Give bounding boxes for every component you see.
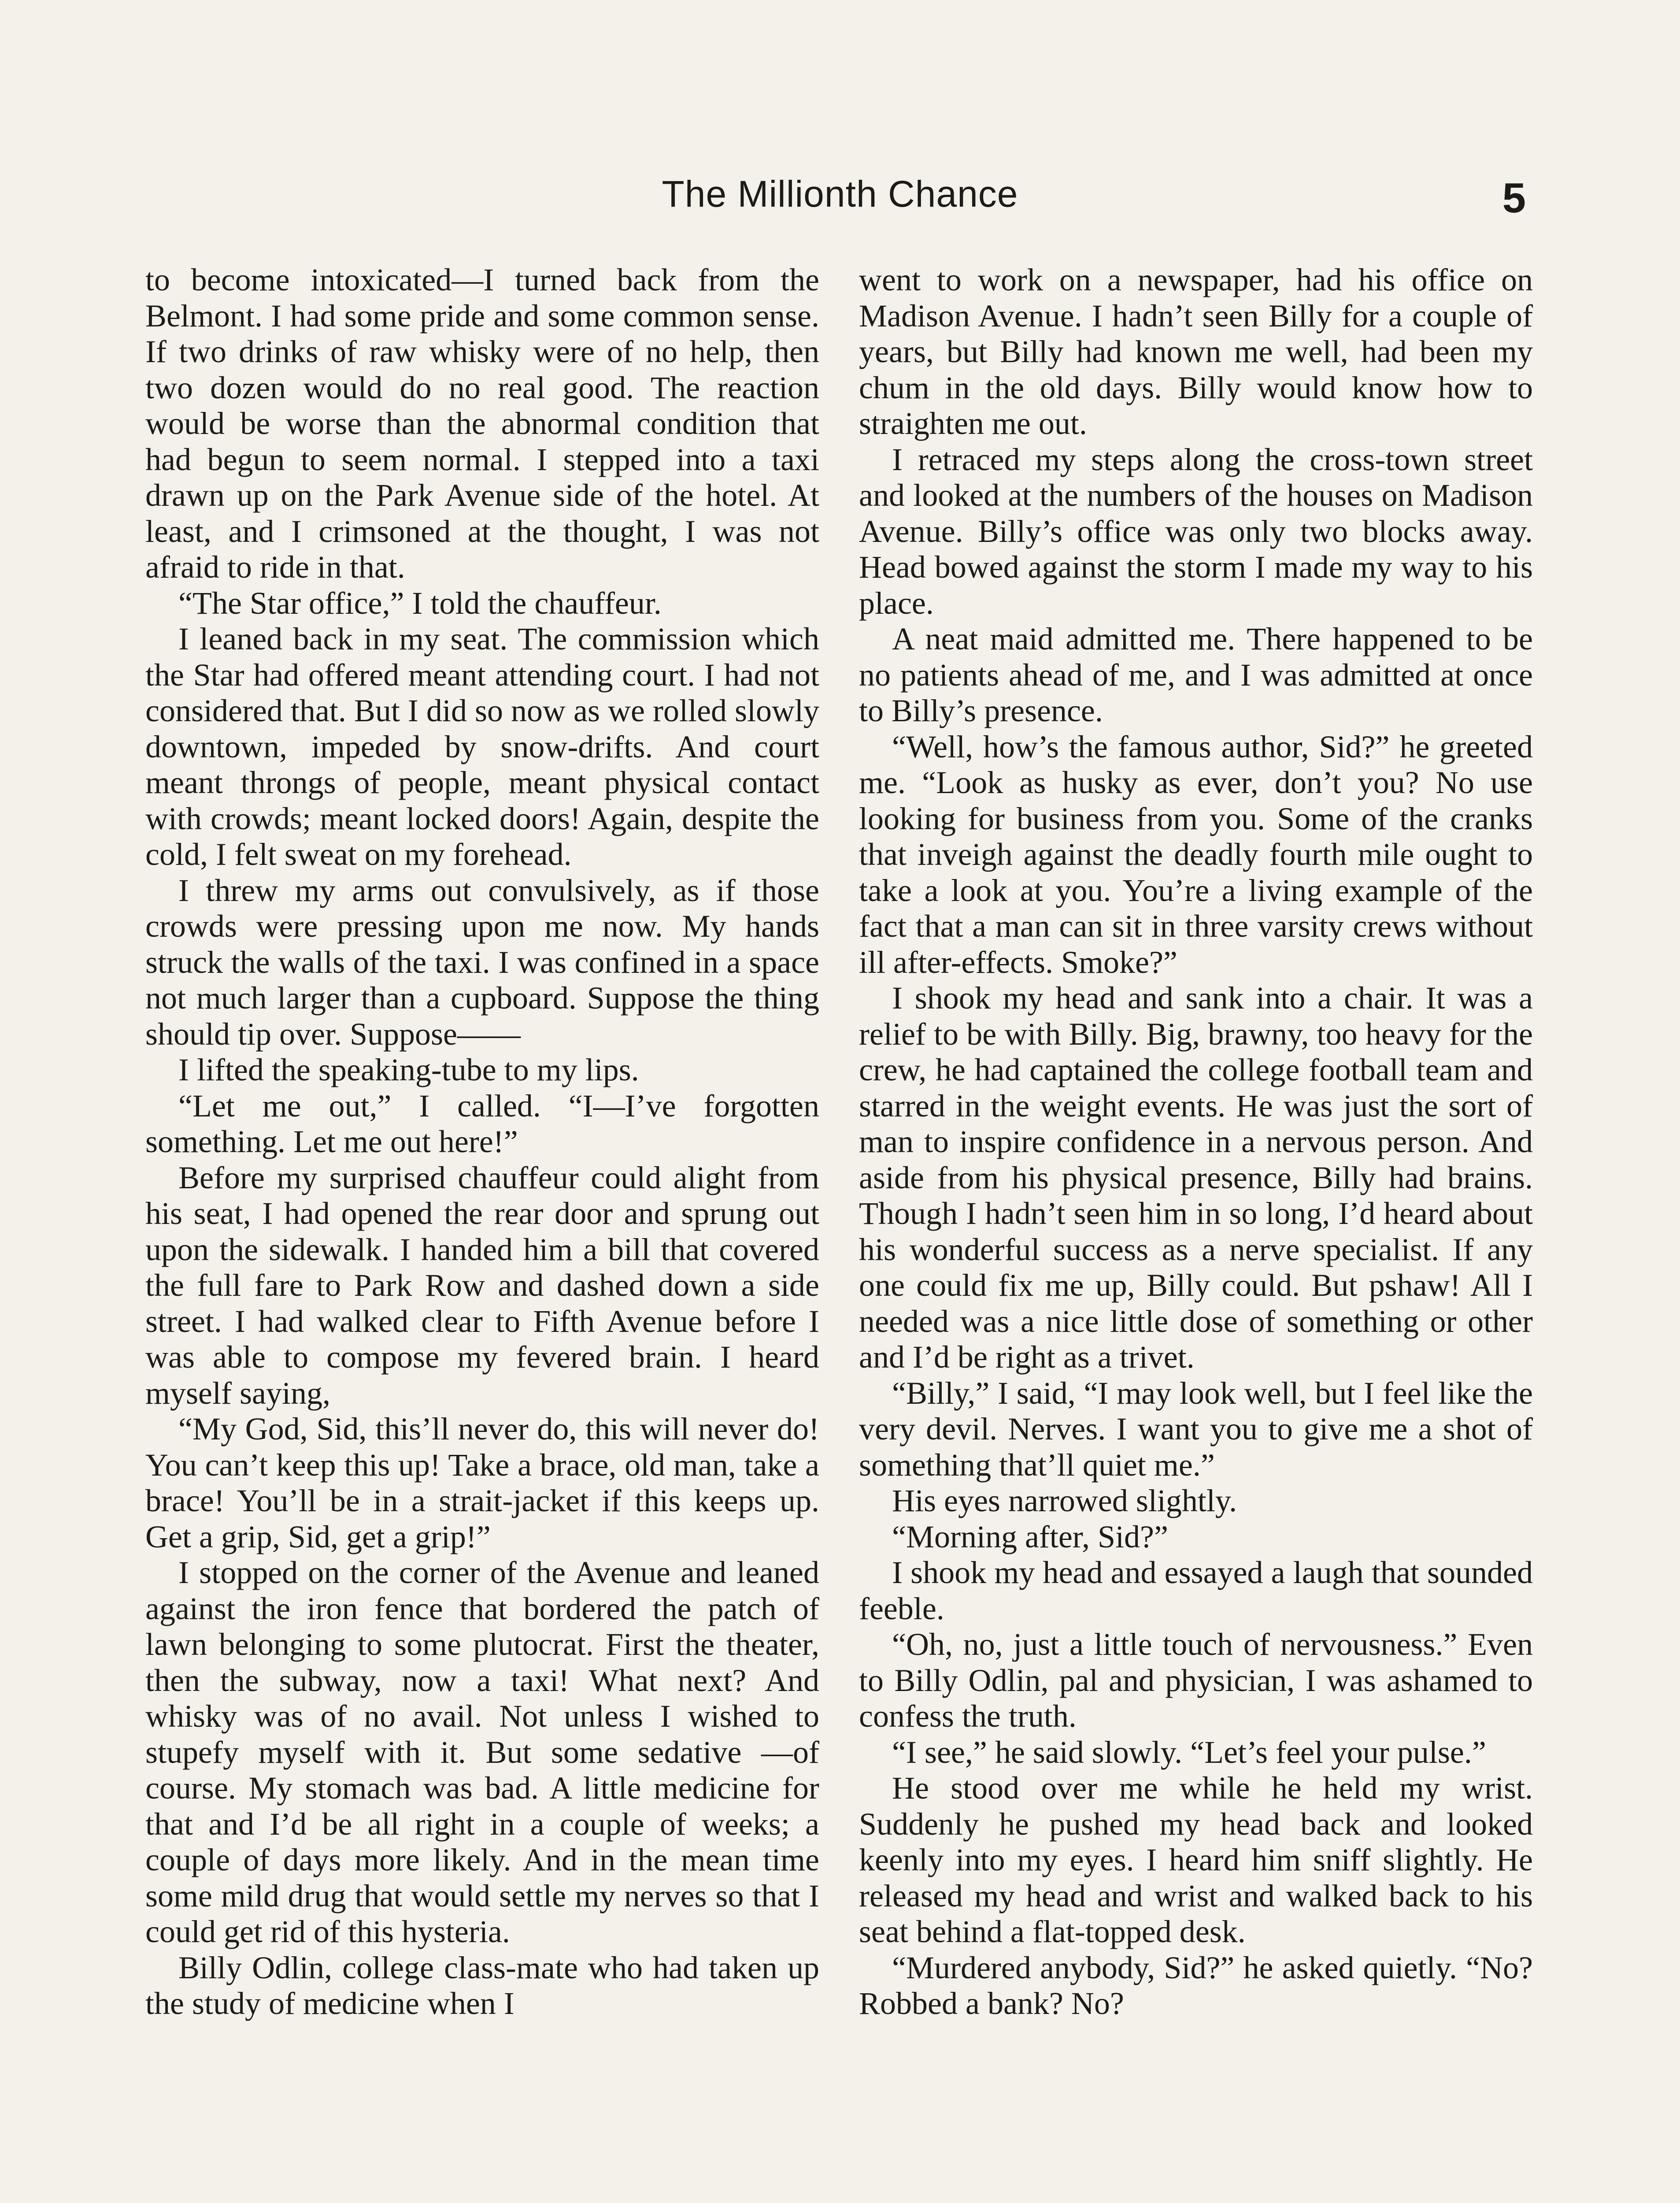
paragraph: “Morning after, Sid?” xyxy=(892,1519,1168,1554)
paragraph: I lifted the speaking-tube to my lips. xyxy=(178,1052,639,1087)
paragraph: went to work on a newspaper, had his office on Madison Avenue. I hadn’t seen Billy for a couple of years, but Billy had known me well, had been my chum in the old days. Billy would know how to straighten me out. xyxy=(859,262,1533,441)
paragraph: “Oh, no, just a little touch of nervousness.” Even to Billy Odlin, pal and physician, I was ashamed to confess the truth. xyxy=(859,1627,1533,1734)
paragraph: I shook my head and essayed a laugh that sounded feeble. xyxy=(859,1555,1533,1626)
paragraph: I stopped on the corner of the Avenue and leaned against the iron fence that bordered the patch of lawn belonging to some plutocrat. First the theater, then the subway, now a taxi! What next? And whisky was of no avail. Not unless I wished to stupefy myself with it. But some sedative —of course. My stomach was bad. A little medicine for that and I’d be all right in a couple of weeks; a couple of days more likely. And in the mean time some mild drug that would settle my nerves so that I could get rid of this hysteria. xyxy=(145,1555,819,1949)
right-column xyxy=(859,262,1533,2203)
paragraph: Billy Odlin, college class-mate who had taken up the study of medicine when I xyxy=(145,1950,819,2021)
paragraph: Before my surprised chauffeur could alight from his seat, I had opened the rear door and sprung out upon the sidewalk. I handed him a bill that covered the full fare to Park Row and dashed down a side street. I had walked clear to Fifth Avenue before I was able to compose my fevered brain. I heard myself saying, xyxy=(145,1160,819,1411)
paragraph: I retraced my steps along the cross-town street and looked at the numbers of the houses on Madison Avenue. Billy’s office was only two blocks away. Head bowed against the storm I made my way to his place. xyxy=(859,441,1533,621)
paragraph: “The Star office,” I told the chauffeur. xyxy=(178,585,662,621)
paragraph: to become intoxicated—I turned back from the Belmont. I had some pride and some common sense. If two drinks of raw whisky were of no help, then two dozen would do no real good. The reaction would be worse than the abnormal condition that had begun to seem normal. I stepped into a taxi drawn up on the Park Avenue side of the hotel. At least, and I crimsoned at the thought, I was not afraid to ride in that. xyxy=(145,262,819,585)
paragraph: His eyes narrowed slightly. xyxy=(892,1483,1237,1518)
paragraph: I shook my head and sank into a chair. It was a relief to be with Billy. Big, brawny, too heavy for the crew, he had captained the college football team and starred in the weight events. He was just the sort of man to inspire confidence in a nervous person. And aside from his physical presence, Billy had brains. Though I hadn’t seen him in so long, I’d heard about his wonderful success as a nerve specialist. If any one could fix me up, Billy could. But pshaw! All I needed was a nice little dose of something or other and I’d be right as a trivet. xyxy=(859,980,1533,1375)
left-column xyxy=(145,262,819,2203)
paragraph: “I see,” he said slowly. “Let’s feel your pulse.” xyxy=(892,1734,1486,1770)
paragraph: “Well, how’s the famous author, Sid?” he greeted me. “Look as husky as ever, don’t you? No use looking for business from you. Some of the cranks that inveigh against the deadly fourth mile ought to take a look at you. You’re a living example of the fact that a man can sit in three varsity crews without ill after-effects. Smoke?” xyxy=(859,729,1533,980)
paragraph: He stood over me while he held my wrist. Suddenly he pushed my head back and looked keenly into my eyes. I heard him sniff slightly. He released my head and wrist and walked back to his seat behind a flat-topped desk. xyxy=(859,1770,1533,1949)
paragraph: I threw my arms out convulsively, as if those crowds were pressing upon me now. My hands struck the walls of the taxi. I was confined in a space not much larger than a cupboard. Suppose the thing should tip over. Suppose—— xyxy=(145,872,819,1052)
paragraph: “Let me out,” I called. “I—I’ve forgotten something. Let me out here!” xyxy=(145,1088,819,1159)
running-title: The Millionth Chance xyxy=(662,173,1018,215)
page-header xyxy=(0,167,1680,238)
paragraph: I leaned back in my seat. The commission which the Star had offered meant attending court. I had not considered that. But I did so now as we rolled slowly downtown, impeded by snow-drifts. And court meant throngs of people, meant physical contact with crowds; meant locked doors! Again, despite the cold, I felt sweat on my forehead. xyxy=(145,621,819,872)
paragraph: “Murdered anybody, Sid?” he asked quietly. “No? Robbed a bank? No? xyxy=(859,1950,1533,2021)
paragraph: A neat maid admitted me. There happened to be no patients ahead of me, and I was admitted at once to Billy’s presence. xyxy=(859,621,1533,728)
page-number: 5 xyxy=(1502,174,1526,222)
paragraph: “Billy,” I said, “I may look well, but I feel like the very devil. Nerves. I want you to give me a shot of something that’ll quiet me.” xyxy=(859,1375,1533,1483)
paragraph: “My God, Sid, this’ll never do, this will never do! You can’t keep this up! Take a brace, old man, take a brace! You’ll be in a strait-jacket if this keeps up. Get a grip, Sid, get a grip!” xyxy=(145,1411,819,1554)
